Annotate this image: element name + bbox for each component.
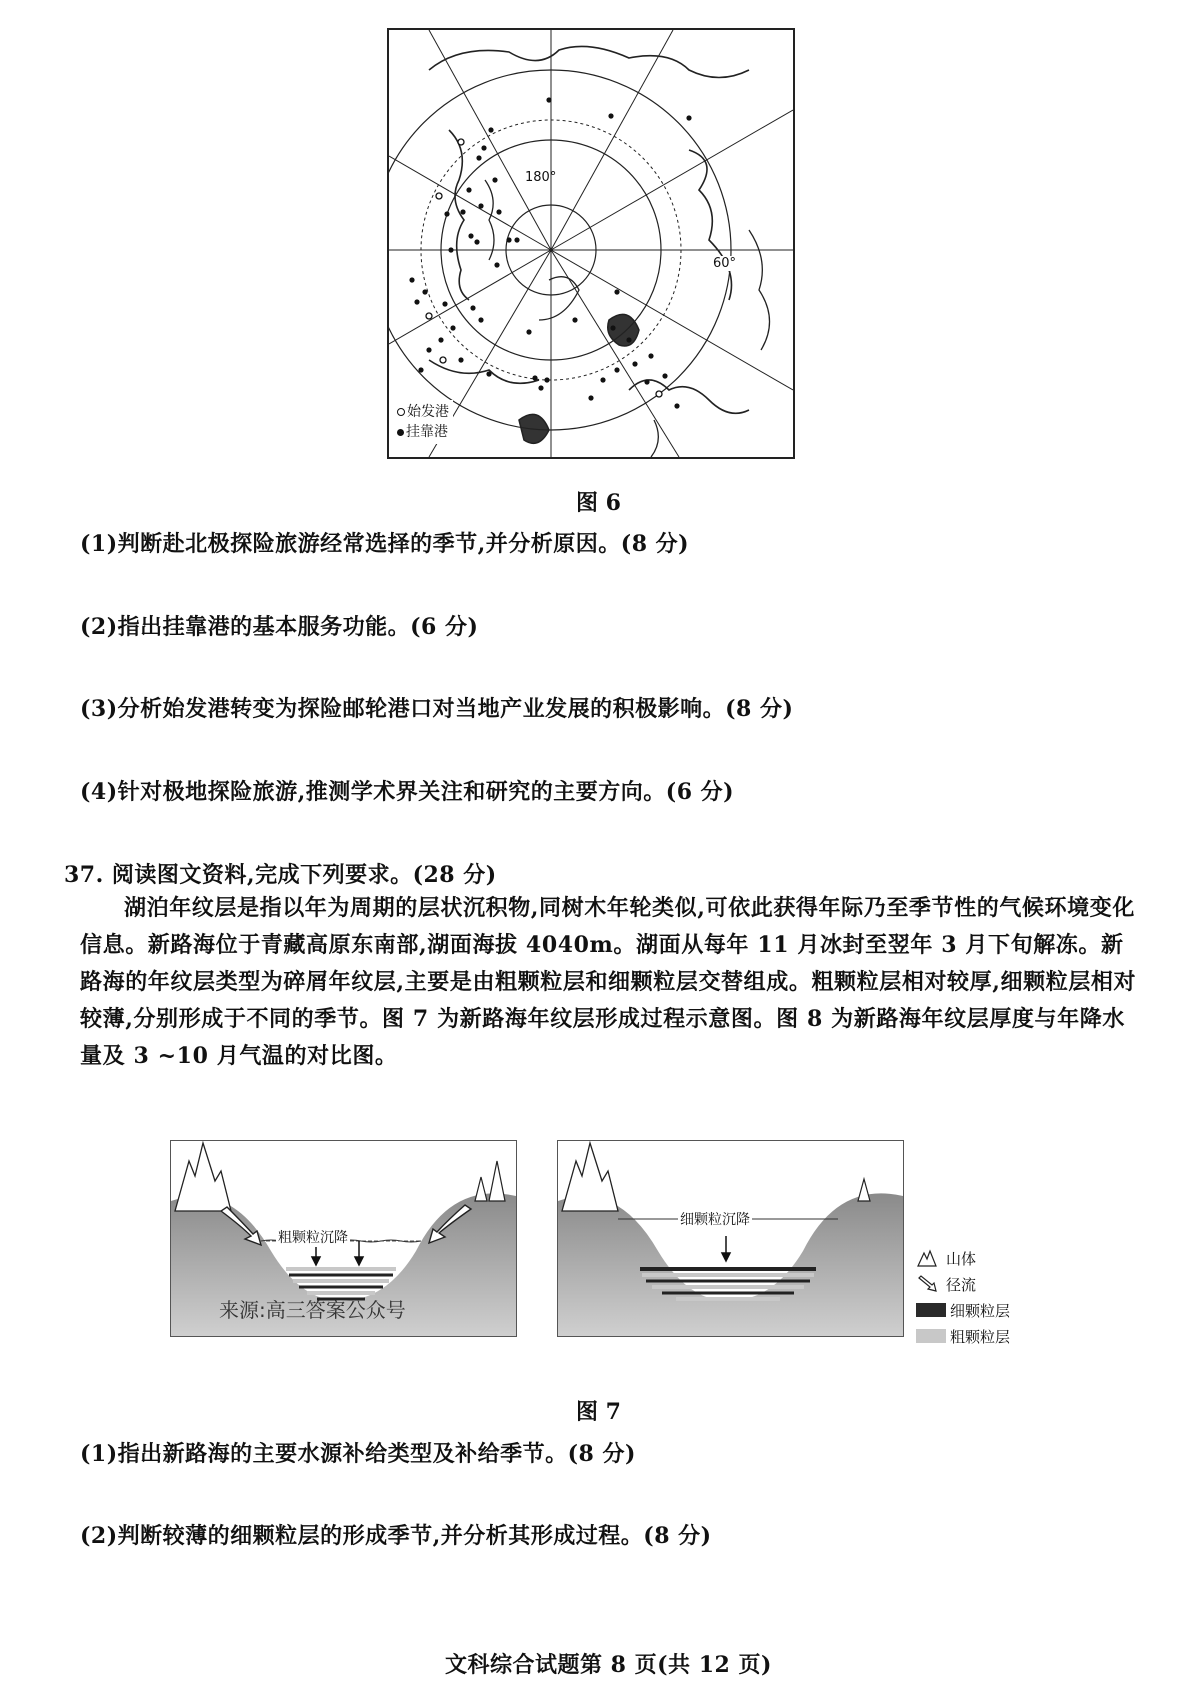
fine-layer-swatch (916, 1303, 946, 1317)
diagram-right-graphic (558, 1141, 903, 1336)
q37-paragraph (80, 890, 1140, 1075)
diagram-right-panel (557, 1140, 904, 1337)
coarse-settling-label: 粗颗粒沉降 (276, 1227, 350, 1247)
legend-coarse-layer: 粗颗粒层 (916, 1323, 1036, 1349)
coarse-layer-swatch (916, 1329, 946, 1343)
map-legend-origin: 始发港 (397, 402, 449, 422)
runoff-arrow-icon (916, 1275, 938, 1293)
polar-map (387, 28, 795, 459)
q37-sub1: (1)指出新路海的主要水源补给类型及补给季节。(8 分) (80, 1441, 636, 1467)
hollow-dot-icon (397, 408, 405, 416)
q36-sub1: (1)判断赴北极探险旅游经常选择的季节,并分析原因。(8 分) (80, 531, 690, 557)
fine-settling-label: 细颗粒沉降 (678, 1209, 752, 1229)
q37-heading: 37. 阅读图文资料,完成下列要求。(28 分) (64, 862, 497, 888)
page-footer: 文科综合试题第 8 页(共 12 页) (445, 1652, 772, 1678)
q36-sub3: (3)分析始发港转变为探险邮轮港口对当地产业发展的积极影响。(8 分) (80, 696, 794, 722)
diagram-left-panel (170, 1140, 517, 1337)
solid-dot-icon (397, 429, 404, 436)
legend-runoff: 径流 (916, 1271, 1036, 1297)
legend-mountain: 山体 (916, 1245, 1036, 1271)
map-legend (393, 400, 453, 444)
q37-paragraph-text: 湖泊年纹层是指以年为周期的层状沉积物,同树木年轮类似,可依此获得年际乃至季节性的气候环境变化信息。新路海位于青藏高原东南部,湖面海拔 4040m。湖面从每年 11 月冰封至翌年 3 月下旬解冻。新路海的年纹层类型为碎屑年纹层,主要是由粗颗粒层和细颗粒层交替组成。粗颗粒层相对较厚,细颗粒层相对较薄,分别形成于不同的季节。图 7 为新路海年纹层形成过程示意图。图 8 为新路海年纹层厚度与年降水量及 3 ~10 月气温的对比图。 (80, 895, 1137, 1069)
q37-sub2: (2)判断较薄的细颗粒层的形成季节,并分析其形成过程。(8 分) (80, 1523, 712, 1549)
q36-sub4: (4)针对极地探险旅游,推测学术界关注和研究的主要方向。(6 分) (80, 779, 735, 805)
map-lat-label: 60° (713, 256, 737, 271)
map-legend-stopover: 挂靠港 (397, 422, 449, 442)
polar-map-graphic (389, 30, 793, 457)
figure6-caption: 图 6 (576, 490, 621, 516)
figure7-caption: 图 7 (576, 1399, 621, 1425)
map-center-label: 180° (525, 170, 557, 185)
watermark-text: 来源:高三答案公众号 (219, 1298, 406, 1322)
mountain-icon (916, 1249, 938, 1267)
q36-sub2: (2)指出挂靠港的基本服务功能。(6 分) (80, 614, 479, 640)
legend-fine-layer: 细颗粒层 (916, 1297, 1036, 1323)
figure7-legend (916, 1245, 1036, 1349)
